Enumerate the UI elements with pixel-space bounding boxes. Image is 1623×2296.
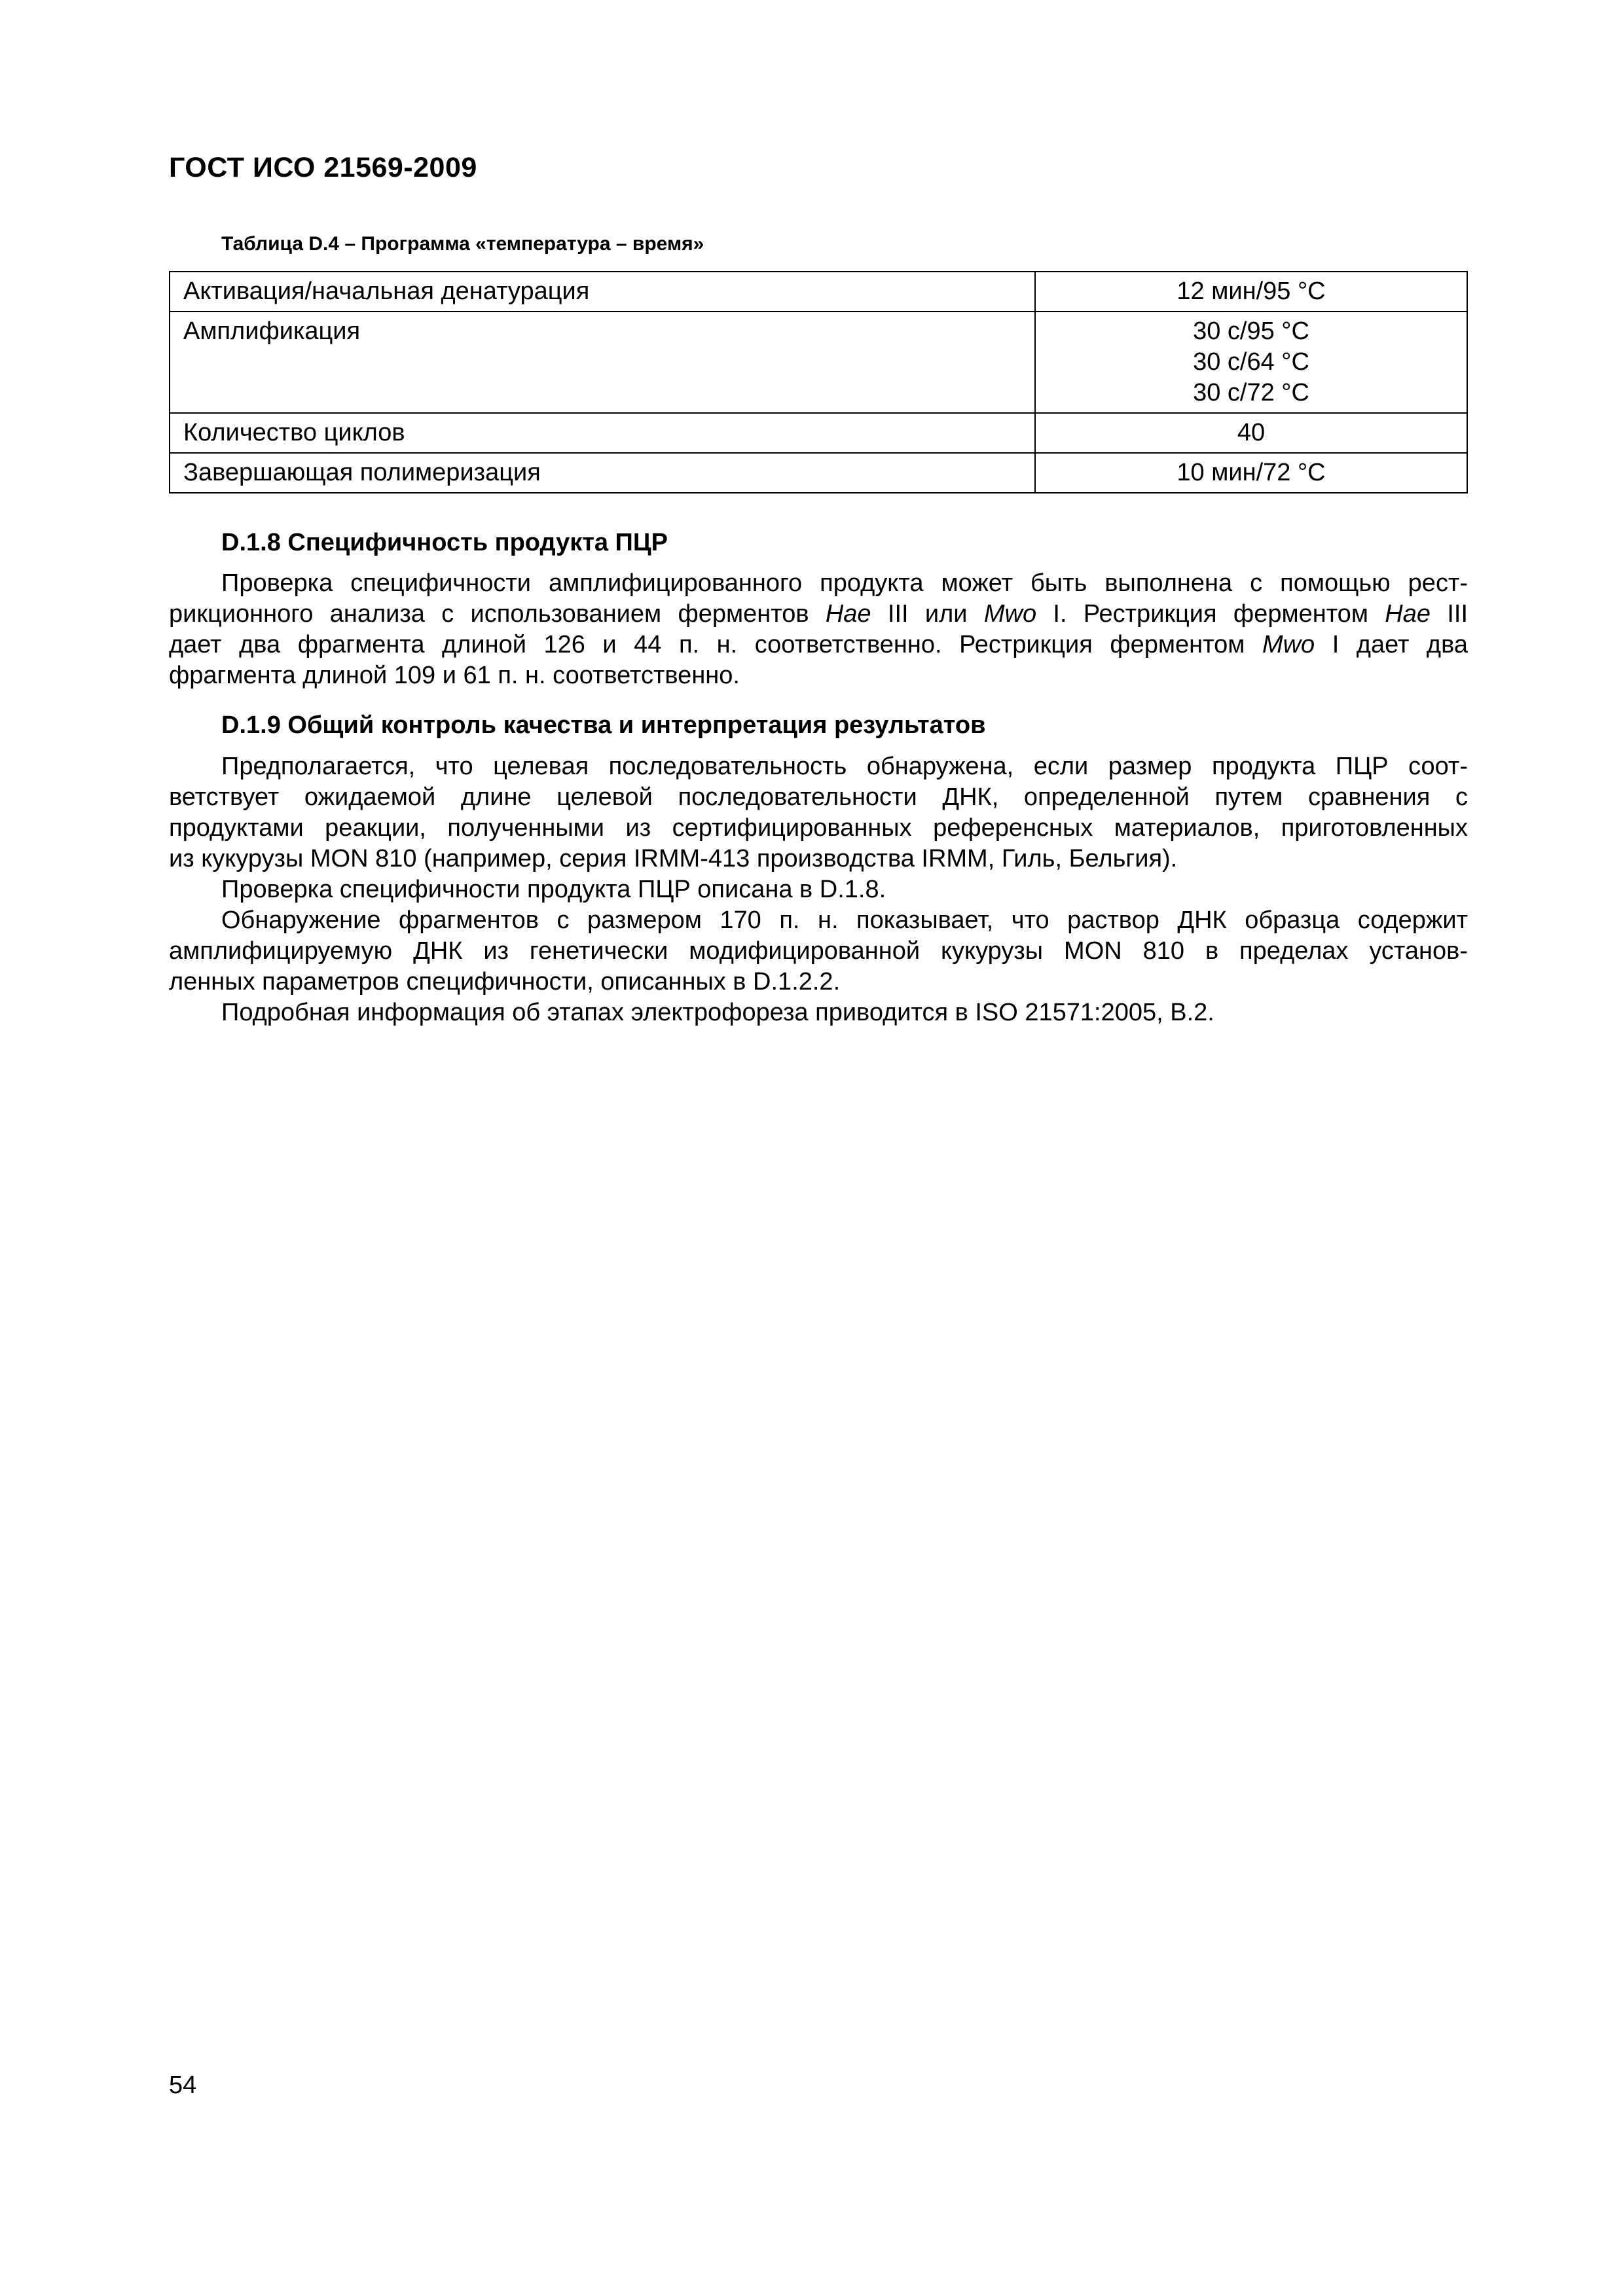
value-line: 30 с/64 °C bbox=[1193, 348, 1309, 376]
table-row bbox=[170, 272, 1467, 312]
text-line: ленных параметров специфичности, описанных в D.1.2.2. bbox=[169, 968, 841, 996]
table-row bbox=[170, 413, 1467, 453]
paragraph-d19-2 bbox=[169, 874, 1468, 905]
enzyme-name: Mwo bbox=[983, 600, 1037, 628]
table-cell-value bbox=[1035, 272, 1467, 312]
temperature-time-table bbox=[169, 271, 1468, 493]
section-heading-d19: D.1.9 Общий контроль качества и интерпретация результатов bbox=[221, 711, 986, 739]
paragraph-d19-3 bbox=[169, 905, 1468, 997]
table-cell-label: Активация/начальная денатурация bbox=[170, 272, 1035, 312]
table-cell-label: Амплификация bbox=[170, 312, 1035, 413]
text-line: рикционного анализа с использованием ферментов Hae III или Mwo I. Рестрикция ферментом Hae III bbox=[169, 600, 1468, 628]
text-line: ветствует ожидаемой длине целевой последовательности ДНК, определенной путем сравнения с bbox=[169, 783, 1468, 811]
text-line: из кукурузы MON 810 (например, серия IRMM-413 производства IRMM, Гиль, Бельгия). bbox=[169, 845, 1178, 872]
text-line: Предполагается, что целевая последовательность обнаружена, если размер продукта ПЦР соот- bbox=[221, 753, 1468, 780]
enzyme-name: Hae bbox=[1385, 600, 1431, 628]
value-line: 30 с/72 °C bbox=[1193, 379, 1309, 406]
table-cell-label: Количество циклов bbox=[170, 413, 1035, 453]
text-line: Обнаружение фрагментов с размером 170 п. н. показывает, что раствор ДНК образца содержит bbox=[221, 906, 1468, 934]
text-line: амплифицируемую ДНК из генетически модифицированной кукурузы MON 810 в пределах установ- bbox=[169, 937, 1468, 965]
table-cell-value bbox=[1035, 312, 1467, 413]
table-row bbox=[170, 312, 1467, 413]
value-line: 10 мин/72 °C bbox=[1176, 459, 1326, 486]
text-line: дает два фрагмента длиной 126 и 44 п. н. соответственно. Рестрикция ферментом Mwo I дает два bbox=[169, 631, 1468, 658]
value-line: 12 мин/95 °C bbox=[1176, 278, 1326, 305]
document-header-title: ГОСТ ИСО 21569-2009 bbox=[169, 152, 477, 183]
value-line: 30 с/95 °C bbox=[1193, 317, 1309, 345]
table-row bbox=[170, 453, 1467, 493]
text-line: продуктами реакции, полученными из сертифицированных референсных материалов, приготовленных bbox=[169, 814, 1468, 842]
paragraph-d19-1 bbox=[169, 751, 1468, 874]
table-caption: Таблица D.4 – Программа «температура – время» bbox=[221, 233, 704, 255]
enzyme-name: Mwo bbox=[1262, 631, 1315, 658]
table-cell-label: Завершающая полимеризация bbox=[170, 453, 1035, 493]
enzyme-name: Hae bbox=[825, 600, 871, 628]
table-cell-value bbox=[1035, 453, 1467, 493]
page-number: 54 bbox=[169, 2072, 197, 2099]
table-cell-value bbox=[1035, 413, 1467, 453]
paragraph-d18 bbox=[169, 568, 1468, 691]
text-line: фрагмента длиной 109 и 61 п. н. соответственно. bbox=[169, 662, 740, 689]
text-line: Проверка специфичности амплифицированного продукта может быть выполнена с помощью рест- bbox=[221, 569, 1468, 597]
section-heading-d18: D.1.8 Специфичность продукта ПЦР bbox=[221, 529, 668, 556]
text-line: Проверка специфичности продукта ПЦР описана в D.1.8. bbox=[221, 876, 886, 903]
text-line: Подробная информация об этапах электрофореза приводится в ISO 21571:2005, B.2. bbox=[221, 999, 1214, 1026]
value-line: 40 bbox=[1237, 419, 1266, 446]
paragraph-d19-4 bbox=[169, 997, 1468, 1028]
